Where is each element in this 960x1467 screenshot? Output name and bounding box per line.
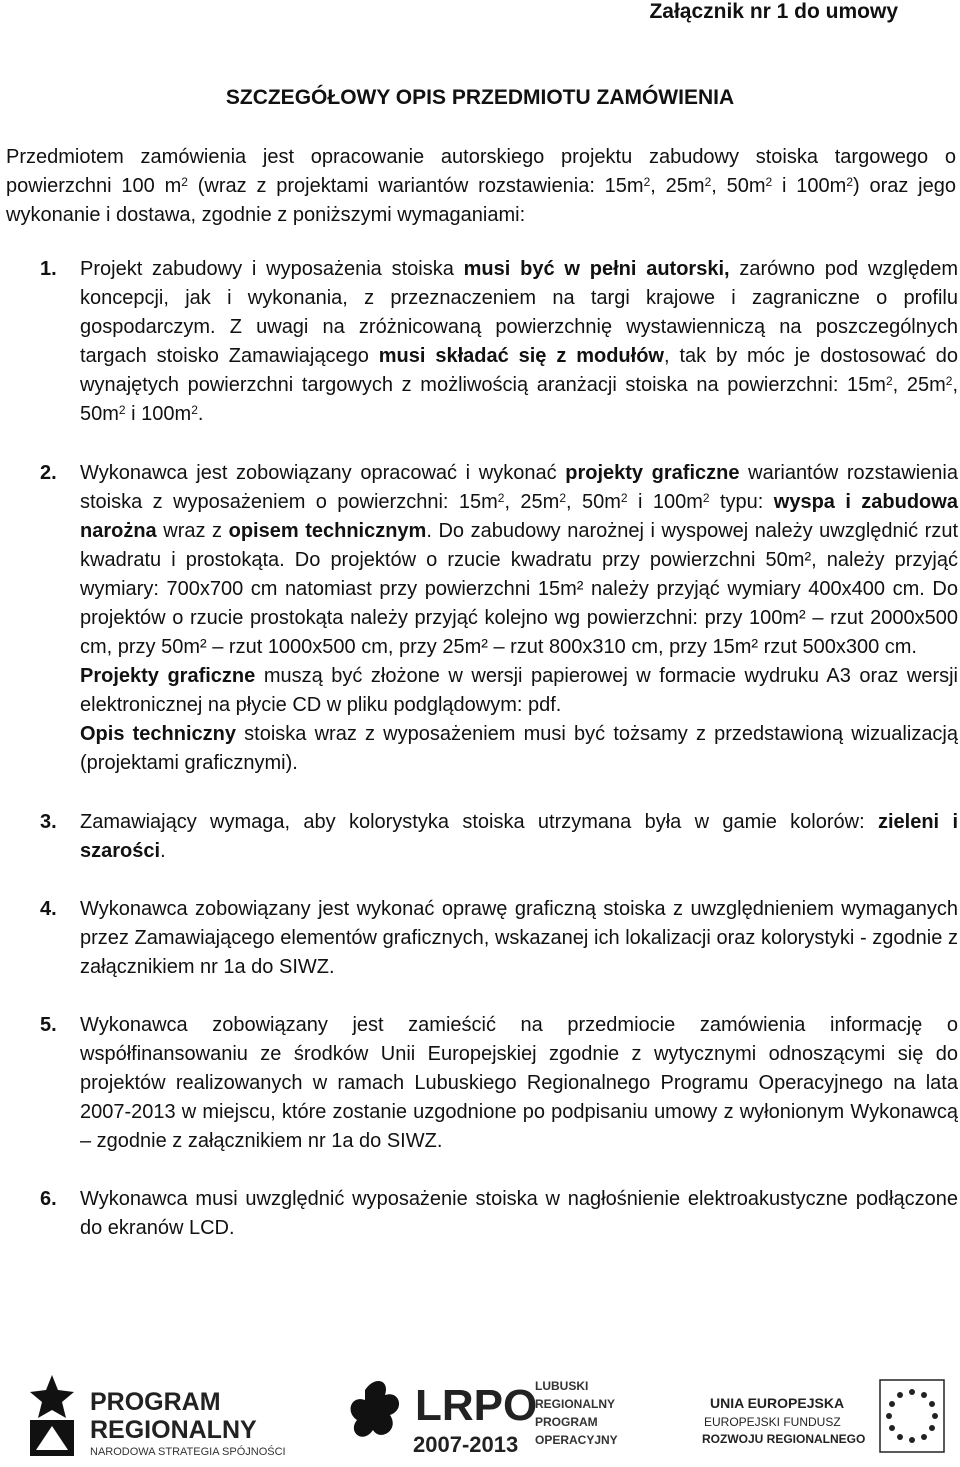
item-text: Wykonawca zobowiązany jest zamieścić na przedmiocie zamówienia informację o współfinansowaniu ze środków Unii Europejskiej zgodnie z wytycznymi odnoszącymi się do projektów realizowanych w ramach Lubuskiego Regionalnego Programu Operacyjnego na lata 2007-2013 w miejscu, które zostanie uzgodnione po podpisaniu umowy z wyłonionym Wykonawcą – zgodnie z załącznikiem nr 1a do SIWZ. bbox=[80, 1014, 958, 1152]
svg-text:ROZWOJU REGIONALNEGO: ROZWOJU REGIONALNEGO bbox=[702, 1432, 866, 1446]
list-item bbox=[0, 895, 958, 982]
lrpo-name: LRPO bbox=[415, 1381, 538, 1430]
svg-text:REGIONALNY: REGIONALNY bbox=[535, 1397, 616, 1411]
item-text: Wykonawca musi uwzględnić wyposażenie stoiska w nagłośnienie elektroakustyczne podłączone do ekranów LCD. bbox=[80, 1188, 958, 1239]
svg-text:UNIA EUROPEJSKA: UNIA EUROPEJSKA bbox=[710, 1395, 845, 1411]
list-item bbox=[0, 1185, 958, 1243]
item-number: 3. bbox=[40, 811, 57, 833]
list-item bbox=[0, 459, 958, 778]
svg-text:LUBUSKI: LUBUSKI bbox=[535, 1379, 589, 1393]
lrpo-years: 2007-2013 bbox=[413, 1432, 519, 1457]
document-title: SZCZEGÓŁOWY OPIS PRZEDMIOTU ZAMÓWIENIA bbox=[225, 86, 735, 109]
strategy-text: NARODOWA STRATEGIA SPÓJNOŚCI bbox=[90, 1446, 286, 1458]
list-item bbox=[0, 255, 958, 429]
item-number: 4. bbox=[40, 898, 57, 920]
item-number: 1. bbox=[40, 258, 57, 280]
item-number: 5. bbox=[40, 1014, 57, 1036]
program-regionalny-logo bbox=[22, 1370, 312, 1460]
requirements-list bbox=[0, 255, 958, 1272]
item-text: Opis techniczny stoiska wraz z wyposażeniem musi być tożsamy z przedstawioną wizualizacją (projektami graficznymi). bbox=[80, 723, 959, 774]
star-icon bbox=[30, 1375, 74, 1418]
svg-text:EUROPEJSKI FUNDUSZ: EUROPEJSKI FUNDUSZ bbox=[704, 1415, 841, 1429]
lrpo-logo bbox=[345, 1370, 645, 1460]
list-item bbox=[0, 1011, 958, 1156]
eu-logo bbox=[700, 1370, 950, 1460]
svg-text:PROGRAM: PROGRAM bbox=[535, 1415, 598, 1429]
item-text: Zamawiający wymaga, aby kolorystyka stoiska utrzymana była w gamie kolorów: zieleni i szarości. bbox=[80, 811, 959, 862]
annex-label: Załącznik nr 1 do umowy bbox=[649, 0, 898, 23]
emblem-icon bbox=[351, 1381, 399, 1437]
item-text: Wykonawca jest zobowiązany opracować i wykonać projekty graficzne wariantów rozstawienia stoiska z wyposażeniem o powierzchni: $15m^2$, $25m^2$, $50m^2$ i $100m^2$ typu: wyspa i zabudowa narożna wraz z opisem technicznym. Do zabudowy narożnej i wyspowej należy uwzględnić rzut kwadratu i prostokąta. Do projektów o rzucie kwadratu przy powierzchni 50m², należy przyjąć wymiary: 700x700 cm natomiast przy powierzchni 15m² należy przyjąć wymiary 400x400 cm. Do projektów o rzucie prostokąta należy przyjąć kolejno wg powierzchni: przy 100m² – rzut 2000x500 cm, przy 50m² – rzut 1000x500 cm, przy 25m² – rzut 800x310 cm, przy 15m² rzut 500x300 cm. bbox=[80, 462, 958, 658]
item-text: Projekt zabudowy i wyposażenia stoiska musi być w pełni autorski, zarówno pod względem koncepcji, jak i wykonania, z przeznaczeniem na targi krajowe i zagraniczne o profilu gospodarczym. Z uwagi na zróżnicowaną powierzchnię wystawienniczą na poszczególnych targach stoisko Zamawiającego musi składać się z modułów, tak by móc je dostosować do wynajętych powierzchni targowych z możliwością aranżacji stoiska na powierzchni: $15m^2$, $25m^2$, $50m^2$ i $100m^2$. bbox=[80, 258, 958, 425]
svg-text:OPERACYJNY: OPERACYJNY bbox=[535, 1433, 618, 1447]
regionalny-text: REGIONALNY bbox=[90, 1416, 257, 1444]
list-item bbox=[0, 808, 958, 866]
item-text: Wykonawca zobowiązany jest wykonać oprawę graficzną stoiska z uwzględnieniem wymaganych przez Zamawiającego elementów graficznych, wskazanej ich lokalizacji oraz kolorystyki - zgodnie z załącznikiem nr 1a do SIWZ. bbox=[80, 898, 958, 978]
item-number: 6. bbox=[40, 1188, 57, 1210]
item-number: 2. bbox=[40, 462, 57, 484]
item-text: Projekty graficzne muszą być złożone w wersji papierowej w formacie wydruku A3 oraz wersji elektronicznej na płycie CD w pliku podglądowym: pdf. bbox=[80, 665, 958, 716]
program-text: PROGRAM bbox=[90, 1388, 221, 1416]
footer-logos bbox=[0, 1360, 960, 1467]
intro-paragraph: Przedmiotem zamówienia jest opracowanie autorskiego projektu zabudowy stoiska targowego o powierzchni 100 $m^2$ (wraz z projektami wariantów rozstawienia: $15m^2$, $25m^2$, $50m^2$ i $100m^2$) oraz jego wykonanie i dostawa, zgodnie z poniższymi wymaganiami: bbox=[6, 146, 956, 226]
